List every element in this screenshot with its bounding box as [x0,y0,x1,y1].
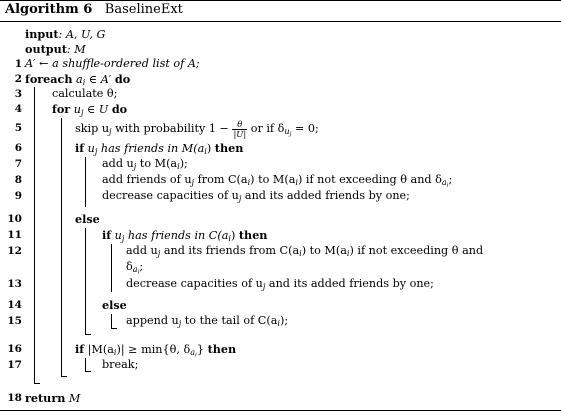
line-5-sub-u-base: u [284,126,290,136]
foreach-block-end [34,383,40,384]
line-8-sub-i-2: i [295,178,298,188]
line-8-sub-i: i [247,178,251,188]
line-9-b: and its added friends by one; [241,189,410,202]
line-9 [102,189,410,202]
line-16-sub-i: i [113,348,117,358]
caption-label: Algorithm 6 [5,2,93,17]
line-17-text: break; [102,358,139,371]
line-8-sub-j: j [191,178,195,188]
line-number-17: 17 [7,359,22,371]
line-6-sub: j [94,147,98,157]
line-12-cont: δ [126,260,133,273]
line-8-b: from C(a [194,173,248,186]
line-12-sub-a-i: i [137,269,140,276]
line-9-a: decrease capacities of u [102,189,239,202]
if-keyword: if [75,141,85,155]
then-keyword-3: then [207,342,237,356]
break-block-bar [85,358,86,371]
caption-name: BaselineExt [104,2,183,17]
line-12-continued: $\delta_{a_i}$; [126,260,144,276]
break-block-end [85,371,91,372]
line-number-10: 10 [7,213,22,225]
line-16-b: )| ≥ min{θ, δ [116,343,191,356]
if-block-bar [85,157,86,207]
foreach-keyword: foreach [25,72,73,86]
line-number-14: 14 [7,299,22,311]
line-6-var: u [87,142,95,155]
line-13 [126,277,434,290]
output-line [25,42,86,56]
line-7-sub-i: i [177,162,180,172]
line-12-d: ) if not exceeding θ and [349,244,484,257]
else-block-bar [85,228,86,334]
line-12-a: add u [126,244,158,257]
line-13-b: and its added friends by one; [265,277,434,290]
input-line [25,27,105,41]
line-12-sub-a [133,265,140,274]
line-11-rest: has friends in [124,229,209,242]
line-16: if $|M(a_i)| \ge \min\{\theta$, $\delta_{a_i}$} then [75,342,237,359]
line-number-6: 6 [14,142,22,154]
probability-fraction [232,120,247,139]
line-1-text: A′ ← a shuffle-ordered list of A; [25,57,200,70]
line-8-sub-a-base: a [441,178,447,188]
line-number-4: 4 [14,103,22,115]
line-11-var: u [114,229,122,242]
line-7: add $u_j$ to $M(a_i)$; [102,157,188,172]
line-3-text: calculate θ; [52,87,118,100]
if-keyword-3: if [75,342,85,356]
line-number-3: 3 [14,88,22,100]
line-6: if $u_j$ has friends in $M(a_i)$ then [75,141,244,157]
line-8-d: ) if not exceeding θ and δ [297,173,442,186]
line-16-sub-a-base: a [190,348,196,358]
input-keyword: input [25,27,59,41]
line-18 [25,391,80,405]
line-12-sub-a-base: a [132,265,138,275]
inner-if-block-bar [111,244,112,292]
then-keyword-2: then [238,228,268,242]
else-keyword: else [75,212,100,226]
line-4-var: u [73,103,81,116]
line-6-set: M(a [181,142,205,155]
line-number-18: 18 [7,392,22,404]
line-8: add friends of $u_j$ from $C(a_i)$ to $M(a_i)$ if not exceeding θ and $\delta_{a_i}$; [102,173,453,189]
do-keyword-2: do [111,102,128,116]
foreach-block-bar [34,87,35,383]
line-15: append $u_j$ to the tail of $C(a_i)$; [126,314,289,329]
line-5-mid: with probability 1 − [111,121,233,135]
line-12-c: ) to M(a [301,244,347,257]
line-7-a: add u [102,157,134,170]
line-11-sub: j [121,234,125,244]
line-12-sub-j: j [157,249,161,259]
inner-else-block-bar [111,314,112,328]
line-8-c: ) to M(a [250,173,296,186]
line-13-a: decrease capacities of u [126,277,263,290]
line-number-8: 8 [14,174,22,186]
line-15-b: to the tail of C(a [181,314,278,327]
line-5-sub-j: j [109,126,112,136]
output-value: : M [66,43,86,56]
line-8-sub-a-i: i [446,182,449,189]
line-7-sub: j [133,162,137,172]
line-2-sub: i [82,78,86,88]
line-4-sub: j [80,108,84,118]
line-13-sub: j [262,282,266,292]
line-11-set: C(a [208,229,229,242]
line-number-2: 2 [14,73,22,85]
line-8-sub-a [442,178,449,187]
line-12-sub-i-2: i [346,249,350,259]
line-7-b: to M(a [136,157,178,170]
else-keyword-2: else [102,298,127,312]
line-11-sub-i: i [228,234,231,244]
do-keyword: do [114,72,131,86]
line-number-9: 9 [14,190,22,202]
line-5 [75,120,319,139]
line-number-16: 16 [7,343,22,355]
line-15-a: append u [126,314,179,327]
line-number-15: 15 [7,315,22,327]
line-12-b: and its friends from C(a [160,244,300,257]
line-number-1: 1 [14,58,22,70]
line-2 [25,72,130,86]
line-5-end: = 0; [291,121,319,135]
line-9-sub: j [238,194,242,204]
input-value: : A, U, G [58,28,106,41]
bottom-rule [0,410,561,411]
caption-rule [0,21,561,22]
line-5-pre: skip u [75,121,110,135]
fraction-numerator: θ [232,120,247,130]
then-keyword: then [214,141,244,155]
line-6-sub-i: i [204,147,207,157]
line-6-rest: has friends in [97,142,182,155]
for-block-bar [61,118,62,376]
algorithm-caption [5,2,183,17]
line-number-7: 7 [14,158,22,170]
line-number-5: 5 [14,122,22,134]
line-12-sub-i: i [299,249,302,259]
line-16-sub-a [190,348,197,357]
for-block-end [61,376,67,377]
line-2-rest: ∈ A′ [85,73,112,86]
else-block-end [85,334,91,335]
line-number-11: 11 [7,229,22,241]
if-keyword-2: if [102,228,112,242]
line-number-12: 12 [7,245,22,257]
output-keyword: output [25,42,67,56]
line-12 [126,244,483,257]
line-16-a: |M(a [87,343,114,356]
line-8-a: add friends of u [102,173,192,186]
return-keyword: return [25,391,66,405]
line-4-rest: ∈ U [83,103,109,116]
line-2-var: a [76,73,83,86]
line-number-13: 13 [7,278,22,290]
line-5-post: or if δ [247,121,285,135]
line-4 [52,102,127,116]
line-16-sub-a-i: i [195,352,197,359]
line-15-sub-i: i [277,319,280,329]
fraction-denominator: |U| [233,128,247,139]
line-11: if $u_j$ has friends in $C(a_i)$ then [102,228,268,244]
for-keyword: for [52,102,71,116]
return-value: M [68,392,81,405]
line-5-sub-u-j: j [289,131,292,138]
line-15-sub: j [178,319,182,329]
inner-else-block-end [111,328,117,329]
